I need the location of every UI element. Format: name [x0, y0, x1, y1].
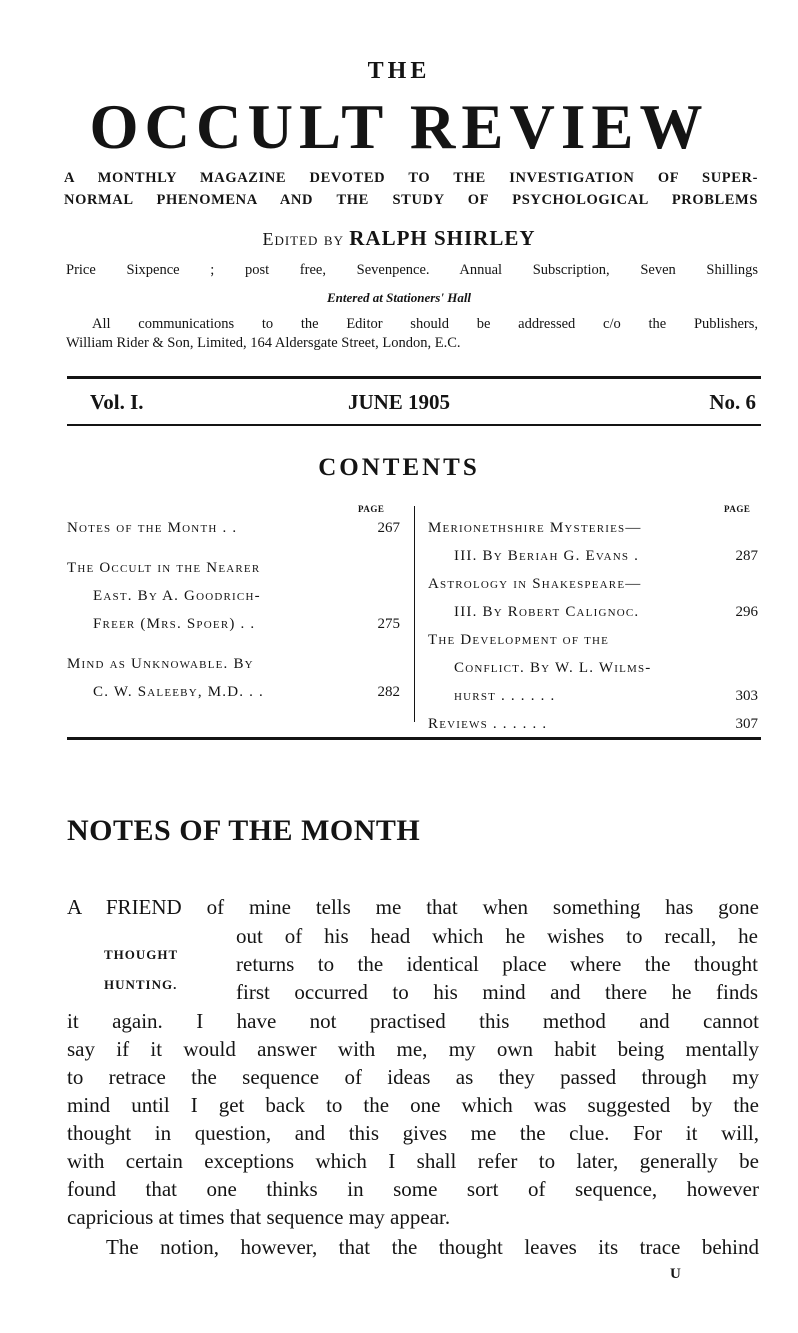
- toc-page: 303: [735, 688, 758, 704]
- volume-label: Vol. I.: [90, 390, 144, 414]
- signature-mark: U: [670, 1266, 681, 1282]
- toc-entry[interactable]: The Development of the: [428, 632, 610, 648]
- side-note: [104, 940, 178, 1000]
- toc-entry-continued[interactable]: Conflict. By W. L. Wilms-: [454, 660, 652, 676]
- toc-page: 267: [377, 520, 400, 536]
- article-first-line: A FRIEND of mine tells me that when something has gone: [67, 895, 759, 919]
- editor-name: RALPH SHIRLEY: [349, 226, 536, 250]
- toc-entry[interactable]: Merionethshire Mysteries—: [428, 520, 642, 536]
- toc-page: 282: [377, 684, 400, 700]
- communications-line-1: All communications to the Editor should be addressed c/o the Publishers,: [92, 316, 758, 332]
- contents-heading: CONTENTS: [318, 454, 480, 481]
- toc-entry[interactable]: Notes of the Month . . 267: [67, 514, 400, 542]
- article-wrapped-line: returns to the identical place where the thought: [236, 952, 758, 976]
- article-second-paragraph: The notion, however, that the thought leaves its trace behind: [106, 1235, 759, 1259]
- toc-page: 307: [735, 716, 758, 732]
- article-line: capricious at times that sequence may appear.: [67, 1205, 451, 1229]
- article-heading: NOTES OF THE MONTH: [67, 814, 421, 847]
- rule-bottom: [67, 737, 761, 740]
- column-divider: [414, 506, 415, 722]
- magazine-title: OCCULT REVIEW: [89, 92, 709, 162]
- masthead-the: THE: [367, 58, 431, 84]
- article-line: mind until I get back to the one which was suggested by the: [67, 1093, 759, 1117]
- toc-entry[interactable]: Astrology in Shakespeare—: [428, 576, 642, 592]
- toc-entry-continued[interactable]: III. By Robert Calignoc. 296: [428, 598, 758, 626]
- article-line: say if it would answer with me, my own habit being mentally: [67, 1037, 759, 1061]
- page-label-left: PAGE: [358, 504, 385, 514]
- toc-entry[interactable]: The Occult in the Nearer: [67, 560, 261, 576]
- contents-right-column: [428, 514, 758, 738]
- edited-by-label: Edited by: [262, 229, 344, 249]
- side-note-line-1: THOUGHT: [104, 947, 179, 962]
- rule-top: [67, 376, 761, 379]
- article-line: it again. I have not practised this method and cannot: [67, 1009, 759, 1033]
- toc-entry[interactable]: Mind as Unknowable. By: [67, 656, 254, 672]
- rule-middle: [67, 424, 761, 426]
- toc-entry-continued[interactable]: C. W. Saleeby, M.D. . . 282: [67, 678, 400, 706]
- subtitle-line-1: A MONTHLY MAGAZINE DEVOTED TO THE INVESTIGATION OF SUPER-: [64, 170, 758, 186]
- issue-date: JUNE 1905: [347, 390, 451, 414]
- toc-page: 275: [377, 616, 400, 632]
- article-line: found that one thinks in some sort of sequence, however: [67, 1177, 759, 1201]
- article-line: with certain exceptions which I shall refer to later, generally be: [67, 1149, 759, 1173]
- article-line: thought in question, and this gives me the clue. For it will,: [67, 1121, 759, 1145]
- entered-note: Entered at Stationers' Hall: [326, 290, 472, 305]
- toc-entry-continued[interactable]: III. By Beriah G. Evans . 287: [428, 542, 758, 570]
- toc-page: 296: [735, 604, 758, 620]
- editor-line: [0, 226, 798, 251]
- price-line: Price Sixpence ; post free, Sevenpence. Annual Subscription, Seven Shillings: [66, 262, 758, 278]
- article-wrapped-line: out of his head which he wishes to recall, he: [236, 924, 758, 948]
- side-note-line-2: HUNTING.: [104, 977, 178, 992]
- page-label-right: PAGE: [724, 504, 751, 514]
- toc-entry-continued[interactable]: East. By A. Goodrich-: [93, 588, 261, 604]
- toc-entry-continued[interactable]: hurst . . . . . . 303: [428, 682, 758, 710]
- subtitle-line-2: NORMAL PHENOMENA AND THE STUDY OF PSYCHOLOGICAL PROBLEMS: [64, 192, 758, 208]
- contents-left-column: [67, 514, 400, 706]
- communications-line-2: William Rider & Son, Limited, 164 Aldersgate Street, London, E.C.: [66, 335, 461, 351]
- issue-number: No. 6: [709, 390, 756, 414]
- toc-entry-continued[interactable]: Freer (Mrs. Spoer) . . 275: [67, 610, 400, 638]
- toc-entry[interactable]: Reviews . . . . . . 307: [428, 710, 758, 738]
- article-line: to retrace the sequence of ideas as they passed through my: [67, 1065, 759, 1089]
- article-wrapped-line: first occurred to his mind and there he finds: [236, 980, 758, 1004]
- toc-page: 287: [735, 548, 758, 564]
